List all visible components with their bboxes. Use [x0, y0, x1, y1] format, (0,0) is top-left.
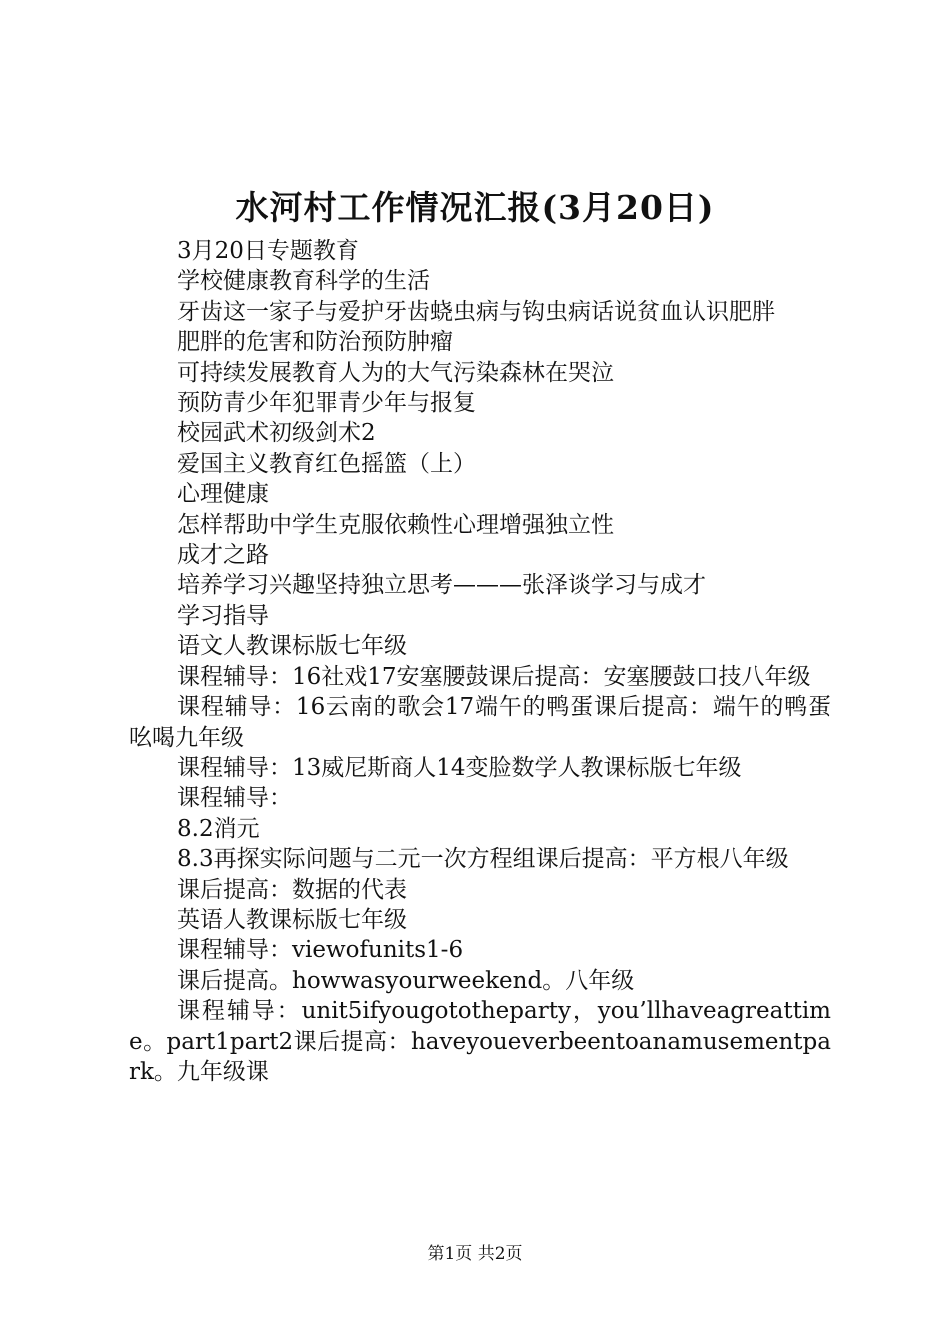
paragraph: 课后提高。howwasyourweekend。八年级	[177, 967, 635, 994]
paragraph: 心理健康	[177, 481, 269, 508]
paragraph: 课程辅导：16社戏17安塞腰鼓课后提高：安塞腰鼓口技八年级	[177, 663, 811, 690]
paragraph: 肥胖的危害和防治预防肿瘤	[177, 329, 453, 356]
paragraph: 课程辅导：13威尼斯商人14变脸数学人教课标版七年级	[177, 754, 742, 781]
document-title: 水河村工作情况汇报(3月20日)	[235, 188, 715, 227]
paragraph: 培养学习兴趣坚持独立思考———张泽谈学习与成才	[177, 572, 706, 599]
paragraph: 怎样帮助中学生克服依赖性心理增强独立性	[177, 511, 614, 538]
paragraph: 成才之路	[177, 542, 269, 569]
paragraph: 预防青少年犯罪青少年与报复	[177, 390, 476, 417]
paragraph: 课程辅导：unit5ifyougototheparty，you’llhaveagreattime。part1part2课后提高：haveyoueverbeentoanamusementpark。九年级课	[129, 998, 831, 1085]
paragraph: 课程辅导：viewofunits1-6	[177, 937, 464, 964]
paragraph: 学习指导	[177, 602, 269, 629]
paragraph: 校园武术初级剑术2	[177, 420, 376, 447]
paragraph: 牙齿这一家子与爱护牙齿蛲虫病与钩虫病话说贫血认识肥胖	[177, 298, 775, 325]
document-body	[129, 236, 831, 1087]
paragraph: 英语人教课标版七年级	[177, 906, 407, 933]
paragraph: 8.2消元	[177, 815, 260, 842]
paragraph: 可持续发展教育人为的大气污染森林在哭泣	[177, 359, 614, 386]
paragraph: 课后提高：数据的代表	[177, 876, 407, 903]
paragraph: 爱国主义教育红色摇篮（上）	[177, 450, 476, 477]
paragraph: 3月20日专题教育	[177, 238, 359, 264]
paragraph: 课程辅导：	[177, 785, 292, 812]
paragraph: 8.3再探实际问题与二元一次方程组课后提高：平方根八年级	[177, 846, 789, 873]
paragraph: 语文人教课标版七年级	[177, 633, 407, 660]
paragraph: 学校健康教育科学的生活	[177, 268, 430, 295]
page-footer: 第1页 共2页	[427, 1244, 523, 1264]
paragraph: 课程辅导：16云南的歌会17端午的鸭蛋课后提高：端午的鸭蛋吆喝九年级	[129, 694, 831, 751]
